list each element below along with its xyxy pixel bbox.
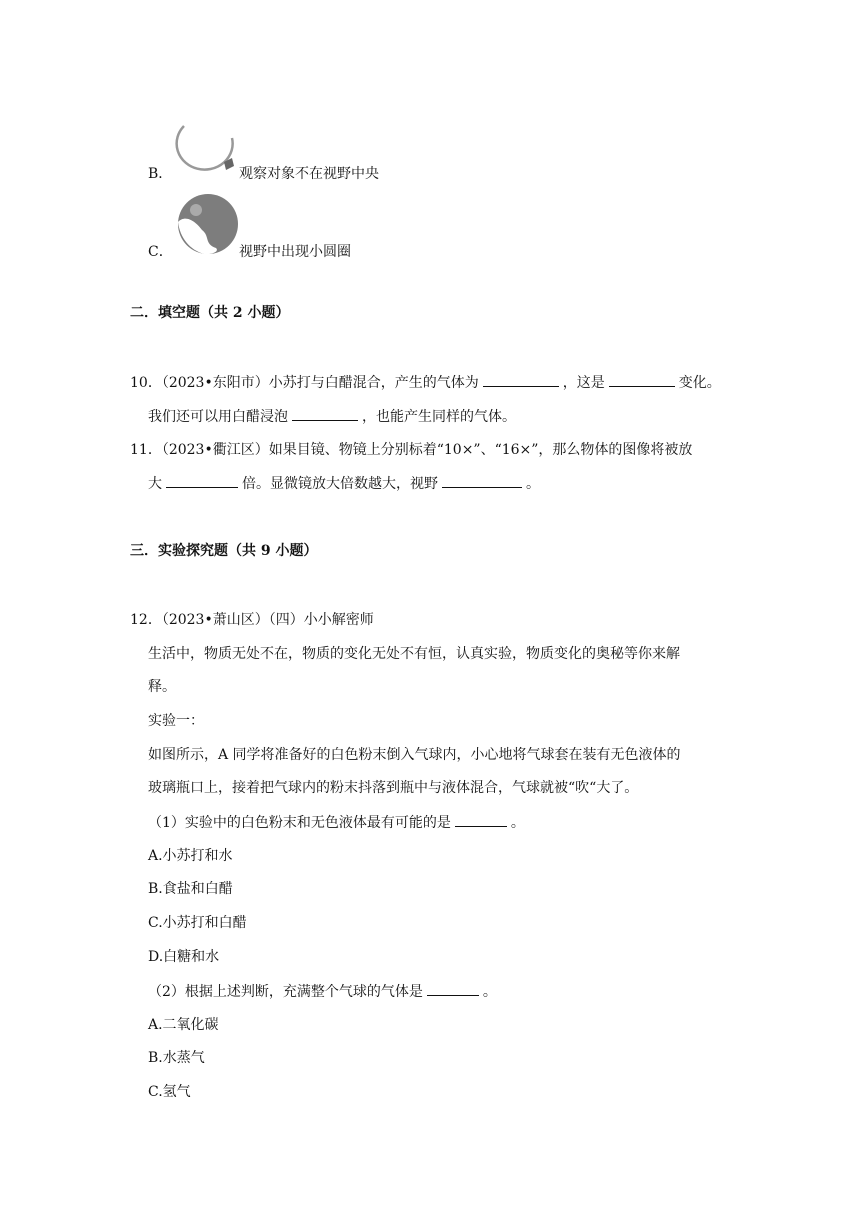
subquestion-1-option-c[interactable]: C.小苏打和白醋: [148, 915, 247, 931]
question-text: 。: [526, 476, 540, 492]
experiment-desc-line1: 如图所示，A 同学将准备好的白色粉末倒入气球内，小心地将气球套在装有无色液体的: [148, 747, 681, 763]
question-text: 小苏打与白醋混合，产生的气体为: [268, 375, 479, 391]
subquestion-1-option-a[interactable]: A.小苏打和水: [148, 848, 233, 864]
question-11-line1: [130, 440, 692, 460]
answer-blank[interactable]: [455, 812, 507, 827]
question-text: 倍。显微镜放大倍数越大，视野: [242, 476, 438, 492]
question-text: ，这是: [562, 375, 605, 391]
option-b-label: B．: [148, 166, 173, 182]
subquestion-2-option-b[interactable]: B.水蒸气: [148, 1050, 205, 1066]
answer-blank[interactable]: [442, 473, 522, 488]
question-text: ，也能产生同样的气体。: [362, 409, 516, 425]
answer-blank[interactable]: [483, 372, 559, 387]
question-text: 。: [482, 984, 497, 1000]
question-text: 变化。: [678, 375, 721, 391]
subquestion-1-option-b[interactable]: B.食盐和白醋: [148, 881, 233, 897]
option-b-text: 观察对象不在视野中央: [239, 166, 379, 182]
subquestion-1-option-d[interactable]: D.白糖和水: [148, 949, 220, 965]
question-12-intro-line2: 释。: [148, 679, 176, 695]
subquestion-2-option-a[interactable]: A.二氧化碳: [148, 1017, 219, 1033]
answer-blank[interactable]: [292, 406, 358, 421]
question-number: 11．: [130, 442, 162, 458]
question-title: （四）小小解密师: [268, 612, 374, 628]
question-text: 。: [510, 815, 525, 831]
question-source: （2023•衢江区）: [161, 442, 269, 458]
question-number: 12．: [130, 612, 162, 628]
question-source: （2023•萧山区）: [161, 612, 269, 628]
answer-blank[interactable]: [609, 372, 675, 387]
subquestion-2-option-c[interactable]: C.氢气: [148, 1084, 191, 1100]
experiment-label: 实验一：: [148, 713, 204, 729]
question-11-line2: [148, 473, 540, 494]
answer-blank[interactable]: [427, 981, 479, 996]
microscope-view-offcenter-icon: [170, 118, 240, 180]
question-text: 如果目镜、物镜上分别标着“10×”、“16×”，那么物体的图像将被放: [268, 442, 693, 458]
option-c-label: C．: [148, 244, 173, 260]
section-title-fill-blank: 二．填空题（共 2 小题）: [130, 305, 290, 321]
question-text: 大: [148, 476, 162, 492]
answer-blank[interactable]: [166, 473, 238, 488]
question-text: 我们还可以用白醋浸泡: [148, 409, 288, 425]
question-text: （2）根据上述判断，充满整个气球的气体是: [148, 984, 423, 1000]
subquestion-2-stem: [148, 981, 497, 1002]
question-10-line1: [130, 372, 721, 393]
question-text: （1）实验中的白色粉末和无色液体最有可能的是: [148, 815, 451, 831]
option-c-text: 视野中出现小圆圈: [239, 244, 351, 260]
question-12-intro-line1: 生活中，物质无处不在，物质的变化无处不有恒，认真实验，物质变化的奥秘等你来解: [148, 646, 680, 662]
question-10-line2: [148, 406, 516, 427]
microscope-view-bubble-icon: [176, 192, 242, 256]
section-title-experiment: 三．实验探究题（共 9 小题）: [130, 543, 318, 559]
question-number: 10．: [130, 375, 162, 391]
experiment-desc-line2: 玻璃瓶口上，接着把气球内的粉末抖落到瓶中与液体混合，气球就被“吹“大了。: [148, 780, 639, 796]
subquestion-1-stem: [148, 812, 525, 833]
question-12-header: [130, 610, 374, 630]
question-source: （2023•东阳市）: [161, 375, 269, 391]
